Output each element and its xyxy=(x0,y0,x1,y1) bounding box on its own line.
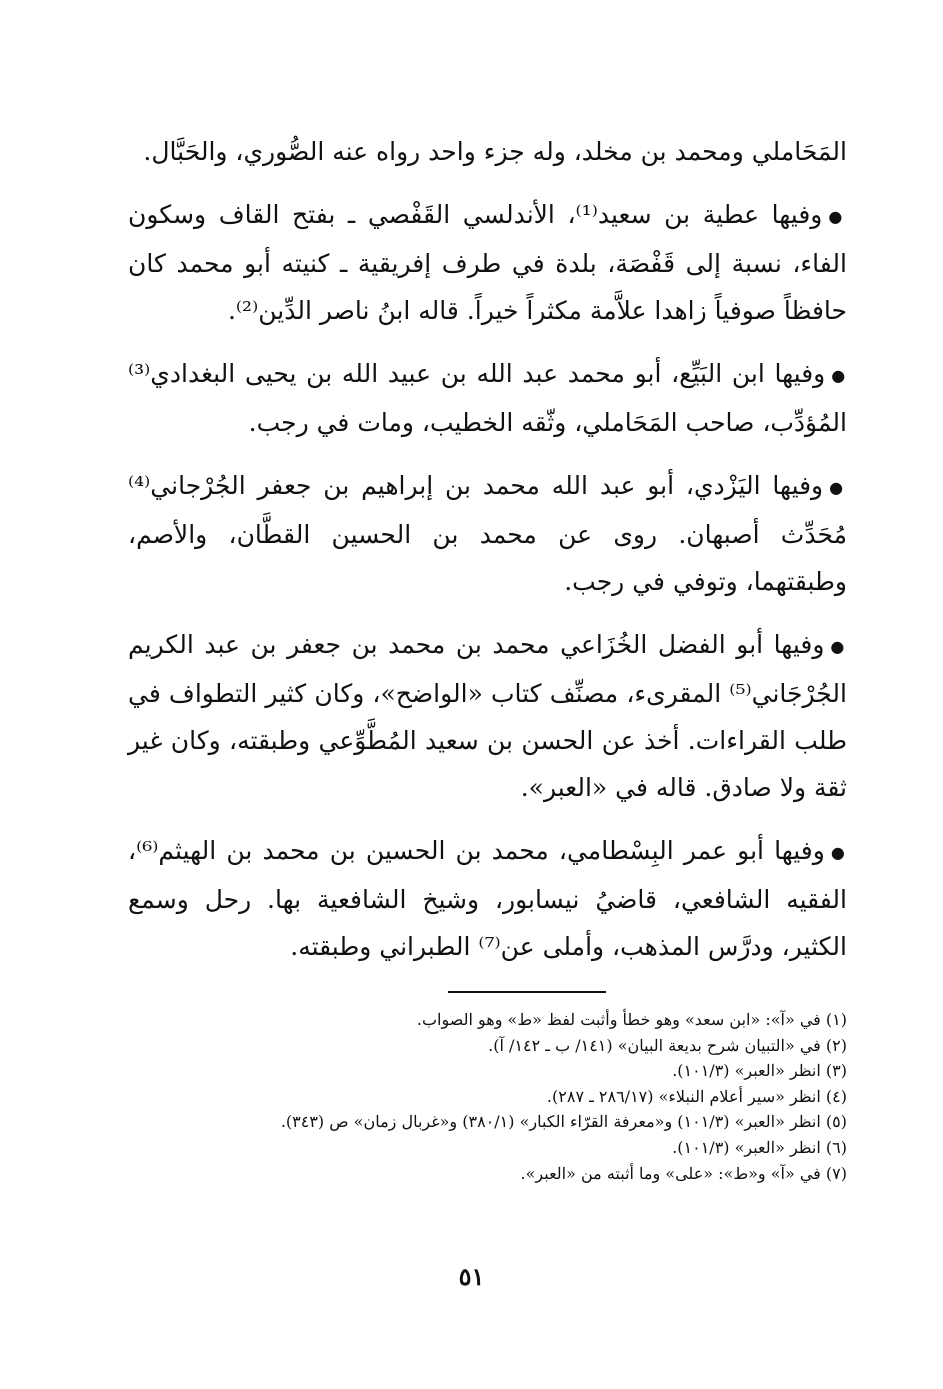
paragraph-text: وفيها عطية بن سعيد⁽¹⁾، الأندلسي القَفْصي ـ بفتح القاف وسكون الفاء، نسبة إلى قَفْصَة، بلدة في طرف إفريقية ـ كنيته أبو محمد كان حافظاً صوفياً زاهدا علاَّمة مكثراً خيراً. قاله ابنُ ناصر الدِّين⁽²⁾. xyxy=(128,200,847,325)
bullet-icon: ● xyxy=(828,207,848,226)
footnote-rule xyxy=(448,991,606,993)
paragraph-3 xyxy=(128,350,847,446)
main-text xyxy=(128,128,847,986)
footnote-6: (٦) انظر «العبر» (١٠١/٣). xyxy=(672,1137,847,1157)
footnote-separator xyxy=(150,988,847,1007)
footnote-1: (١) في «آ»: «ابن سعد» وهو خطأ وأثبت لفظ «ط» وهو الصواب. xyxy=(416,1010,847,1029)
footnote-4: (٤) انظر «سير أعلام النبلاء» (٢٨٦/١٧ ـ ٢٨٧). xyxy=(546,1086,847,1106)
paragraph-4 xyxy=(128,462,847,605)
paragraph-1 xyxy=(128,128,847,175)
bullet-icon: ● xyxy=(829,478,847,497)
bullet-icon: ● xyxy=(830,637,847,656)
paragraph-text: المَحَاملي ومحمد بن مخلد، وله جزء واحد رواه عنه الصُّوري، والحَبَّال. xyxy=(143,137,847,166)
paragraph-text: وفيها ابن البَيِّع، أبو محمد عبد الله بن عبيد الله بن يحيى البغدادي⁽³⁾ المُؤدِّب، صاحب المَحَاملي، وثّقه الخطيب، ومات في رجب. xyxy=(128,359,847,437)
paragraph-6 xyxy=(128,827,847,970)
footnote-5: (٥) انظر «العبر» (١٠١/٣) و«معرفة القرّاء الكبار» (٣٨٠/١) و«غربال زمان» ص (٣٤٣). xyxy=(280,1112,847,1132)
paragraph-text: وفيها أبو عمر البِسْطامي، محمد بن الحسين بن محمد بن الهيثم⁽⁶⁾، الفقيه الشافعي، قاضيُ نيسابور، وشيخ الشافعية بها. رحل وسمع الكثير، ودرَّس المذهب، وأملى عن⁽⁷⁾ الطبراني وطبقته. xyxy=(128,836,847,961)
footnote-3: (٣) انظر «العبر» (١٠١/٣). xyxy=(672,1061,847,1081)
footnotes xyxy=(150,988,847,1186)
paragraph-5 xyxy=(128,621,847,811)
footnote-7: (٧) في «آ» و«ط»: «على» وما أثبته من «العبر». xyxy=(520,1163,847,1183)
paragraph-2 xyxy=(128,191,847,334)
bullet-icon: ● xyxy=(831,366,847,385)
footnote-2: (٢) في «التبيان شرح بديعة البيان» (١٤١/ ب ـ ١٤٢/ آ). xyxy=(488,1035,847,1055)
paragraph-text: وفيها اليَزْدي، أبو عبد الله محمد بن إبراهيم بن جعفر الجُرْجاني⁽⁴⁾ مُحَدِّث أصبهان. روى عن محمد بن الحسين القطَّان، والأصم، وطبقتهما، وتوفي في رجب. xyxy=(128,471,847,596)
bullet-icon: ● xyxy=(830,843,847,862)
paragraph-text: وفيها أبو الفضل الخُزَاعي محمد بن محمد بن جعفر بن عبد الكريم الجُرْجَاني⁽⁵⁾ المقرىء، مصنِّف كتاب «الواضح»، وكان كثير التطواف في طلب القراءات. أخذ عن الحسن بن سعيد المُطَّوِّعي وطبقته، وكان غير ثقة ولا صادق. قاله في «العبر». xyxy=(128,630,847,802)
page-number: ٥١ xyxy=(458,1262,485,1291)
